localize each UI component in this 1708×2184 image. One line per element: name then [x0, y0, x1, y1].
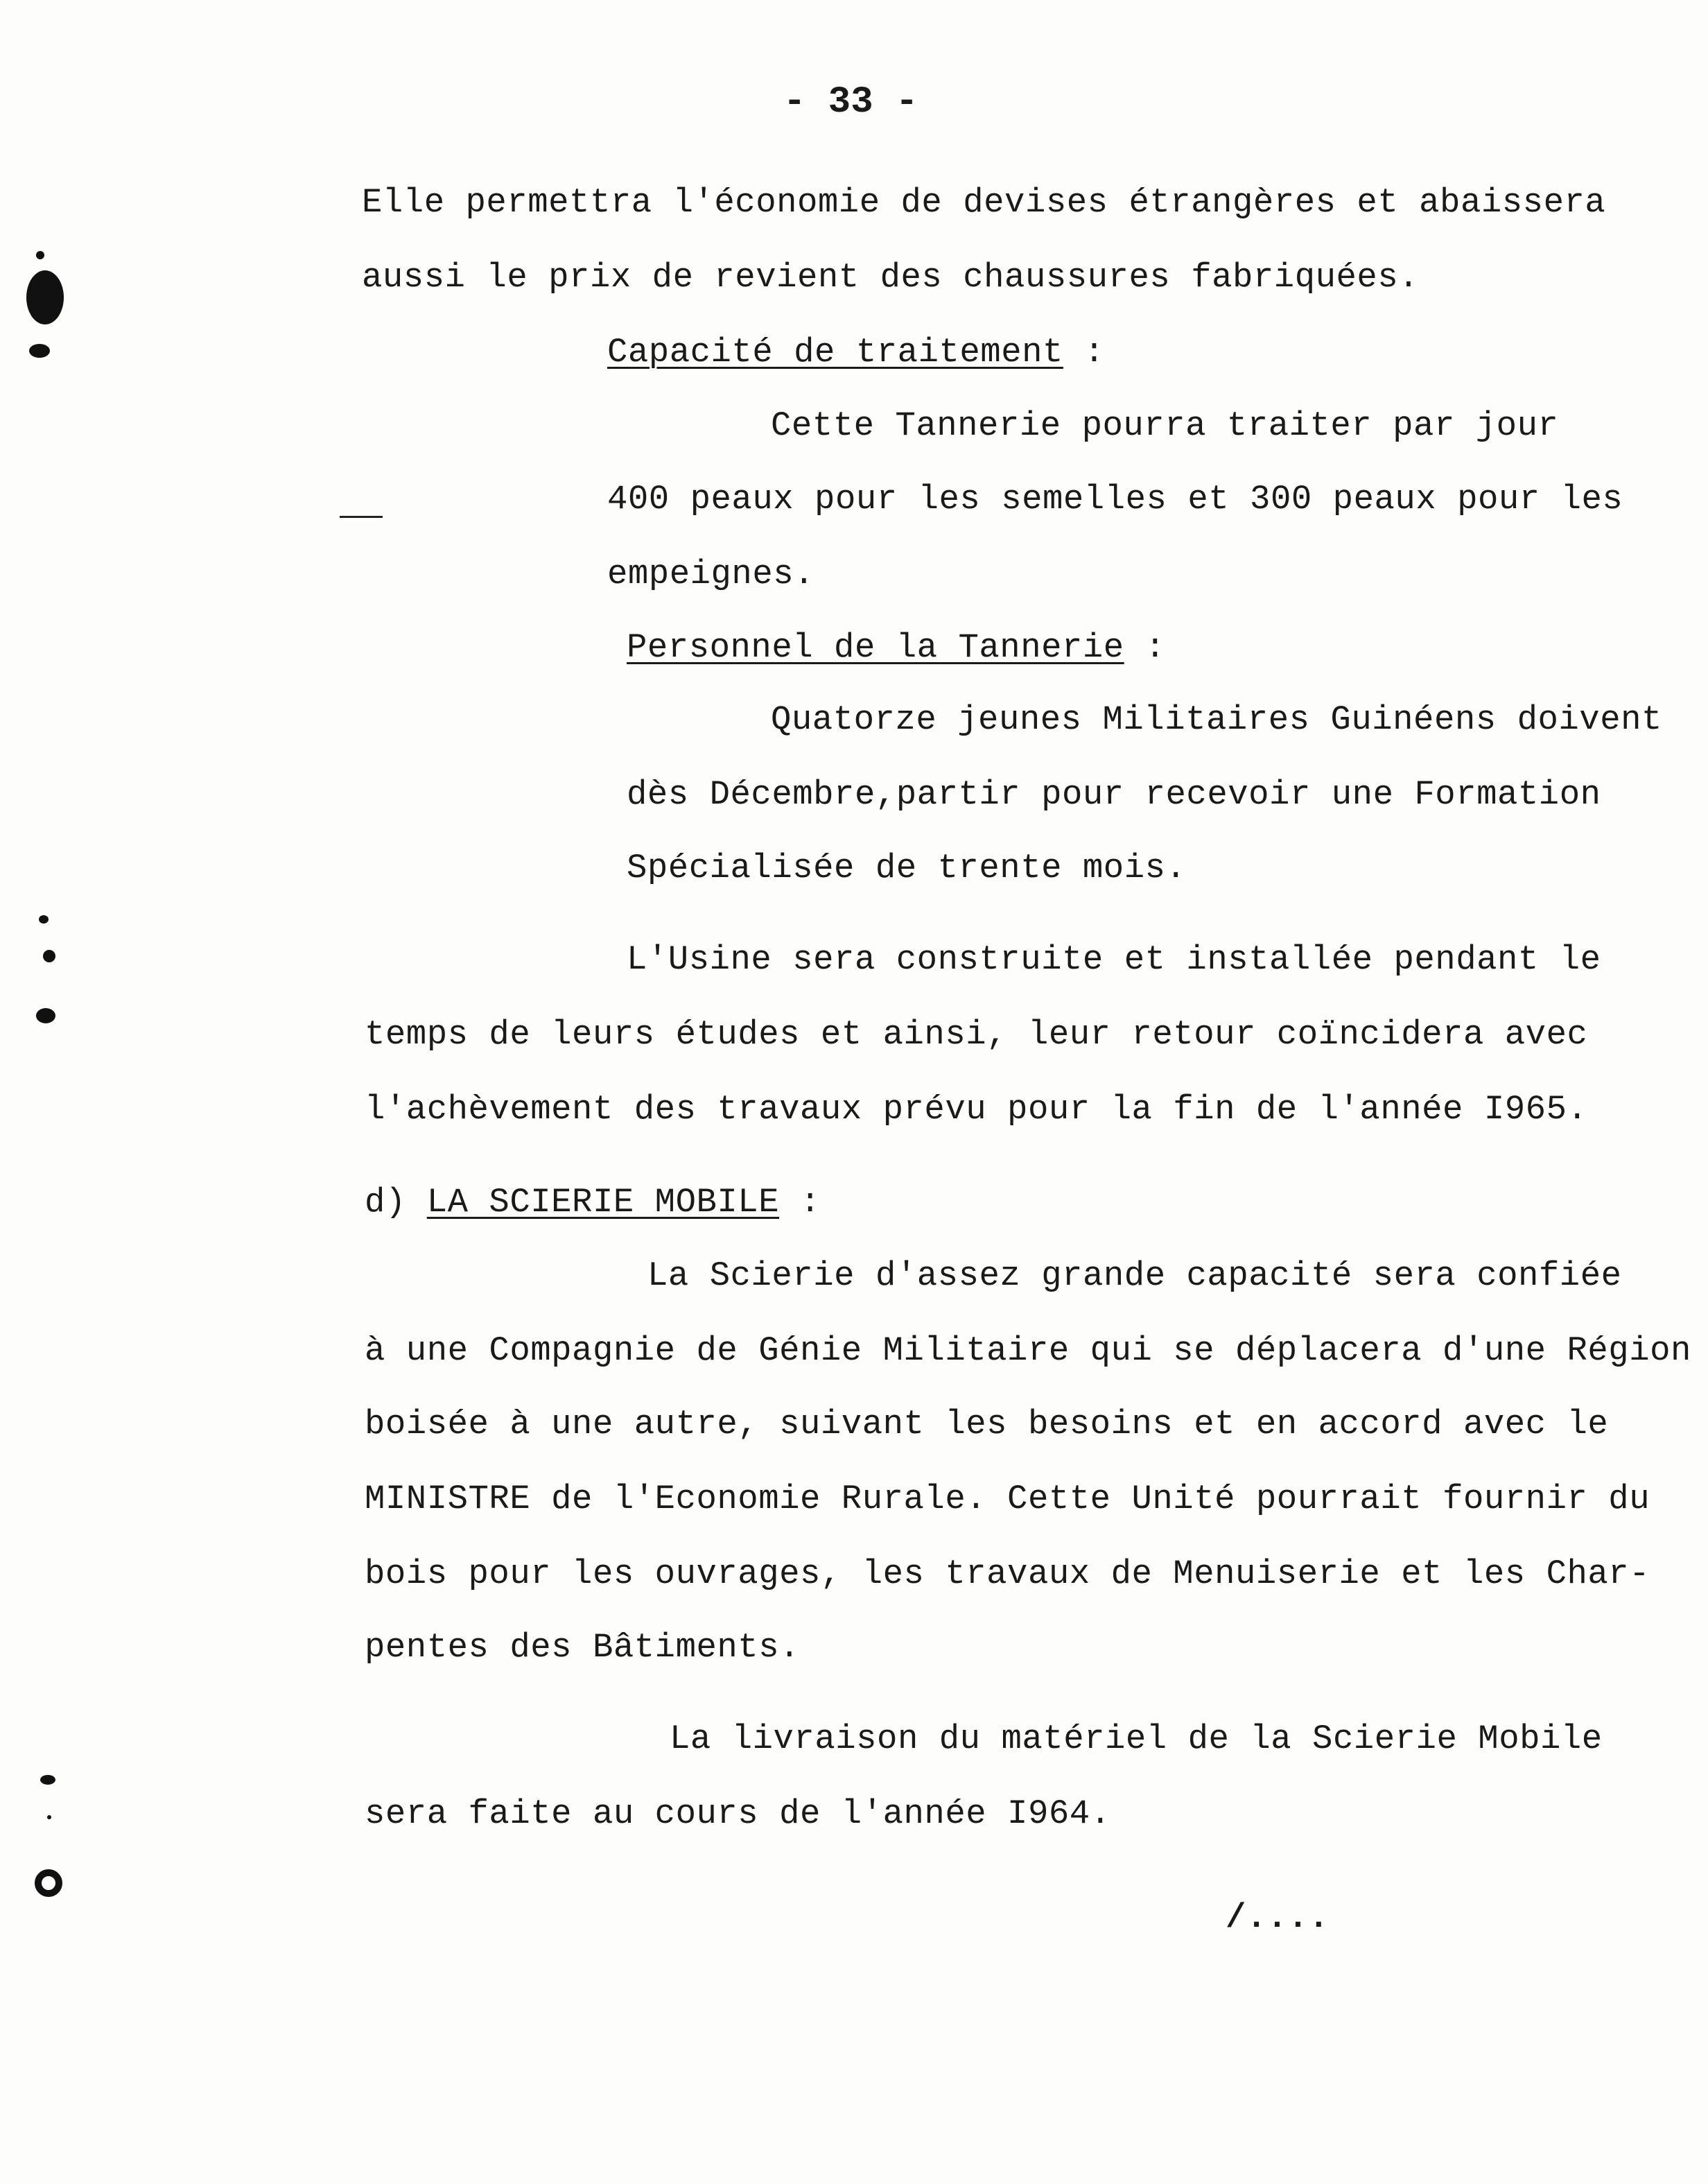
paragraph-line: L'Usine sera construite et installée pendant le	[627, 940, 1601, 979]
heading-prefix: d)	[365, 1183, 427, 1222]
paragraph-line: temps de leurs études et ainsi, leur retour coïncidera avec	[365, 1015, 1588, 1054]
margin-stroke	[340, 516, 383, 518]
continuation-mark: /....	[1226, 1898, 1330, 1937]
paragraph-line: sera faite au cours de l'année I964.	[365, 1794, 1111, 1833]
heading-text: Capacité de traitement	[607, 333, 1063, 372]
heading-colon: :	[779, 1183, 821, 1222]
binder-hole-mark	[39, 915, 49, 924]
section-heading-capacite	[607, 331, 1105, 373]
heading-colon: :	[1063, 333, 1105, 372]
binder-hole-mark	[36, 1008, 55, 1023]
binder-hole-mark	[29, 344, 50, 358]
paragraph-line: pentes des Bâtiments.	[365, 1628, 801, 1667]
paragraph-line: dès Décembre,partir pour recevoir une Formation	[627, 775, 1601, 814]
binder-hole-mark	[47, 1815, 51, 1819]
binder-hole-mark	[43, 950, 55, 962]
section-heading-scierie	[365, 1181, 821, 1223]
heading-text: LA SCIERIE MOBILE	[426, 1183, 780, 1222]
paragraph-line: La Scierie d'assez grande capacité sera confiée	[647, 1256, 1622, 1295]
paragraph-line: boisée à une autre, suivant les besoins et en accord avec le	[365, 1405, 1609, 1444]
paragraph-line: MINISTRE de l'Economie Rurale. Cette Unité pourrait fournir du	[365, 1480, 1650, 1518]
paragraph-line: l'achèvement des travaux prévu pour la fin de l'année I965.	[365, 1090, 1588, 1129]
page-number: - 33 -	[783, 81, 918, 123]
binder-hole-mark	[26, 270, 64, 324]
paragraph-line: Cette Tannerie pourra traiter par jour	[771, 406, 1559, 445]
paragraph-line: aussi le prix de revient des chaussures fabriquées.	[362, 258, 1420, 297]
paragraph-line: bois pour les ouvrages, les travaux de Menuiserie et les Char-	[365, 1554, 1650, 1593]
section-heading-personnel	[627, 627, 1166, 668]
paragraph-line: Quatorze jeunes Militaires Guinéens doivent	[771, 700, 1662, 739]
heading-text: Personnel de la Tannerie	[627, 628, 1124, 667]
binder-hole-mark	[36, 251, 44, 259]
binder-ring-mark	[35, 1869, 62, 1897]
paragraph-line: Spécialisée de trente mois.	[627, 849, 1187, 887]
paragraph-line: empeignes.	[607, 555, 815, 593]
heading-colon: :	[1124, 628, 1166, 667]
binder-hole-mark	[40, 1775, 55, 1785]
paragraph-line: Elle permettra l'économie de devises étrangères et abaissera	[362, 183, 1606, 222]
paragraph-line: à une Compagnie de Génie Militaire qui se déplacera d'une Région	[365, 1331, 1691, 1370]
paragraph-line: La livraison du matériel de la Scierie Mobile	[670, 1719, 1603, 1758]
paragraph-line: 400 peaux pour les semelles et 300 peaux pour les	[607, 480, 1623, 519]
